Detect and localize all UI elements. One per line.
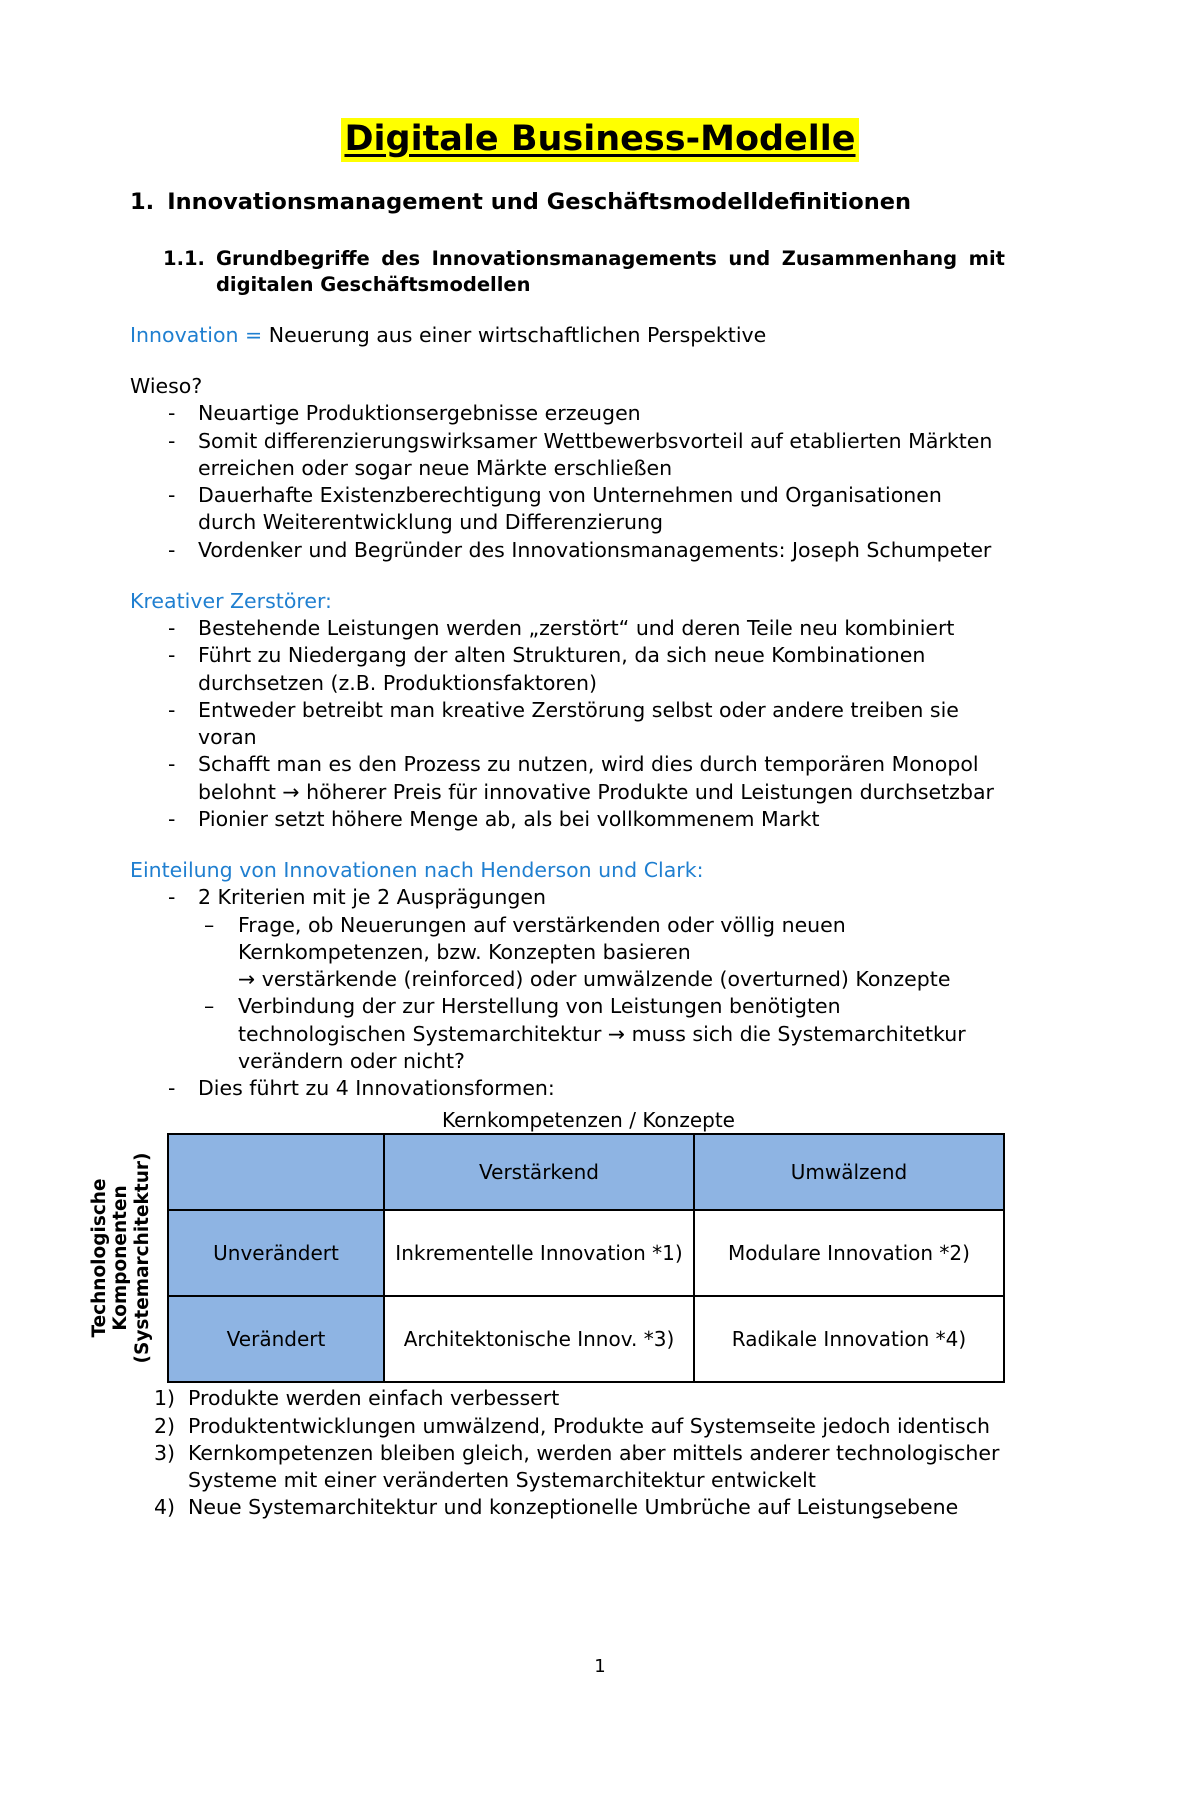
matrix-side-axis <box>75 1133 167 1383</box>
table-row <box>168 1210 1004 1296</box>
list-item: - Entweder betreibt man kreative Zerstörung selbst oder andere treiben sie voran <box>130 697 1005 752</box>
footnote-text: Produktentwicklungen umwälzend, Produkte auf Systemseite jedoch identisch <box>188 1413 990 1438</box>
definition-text: Neuerung aus einer wirtschaftlichen Perspektive <box>262 322 767 347</box>
einteilung-sublist <box>130 912 1005 1076</box>
footnote-number: 3) <box>154 1440 176 1465</box>
matrix-side-axis-label <box>89 1153 153 1364</box>
footnote-item <box>130 1413 1005 1440</box>
footnote-number: 2) <box>154 1413 176 1438</box>
page-title-container <box>0 118 1200 162</box>
list-item: – Verbindung der zur Herstellung von Leistungen benötigten technologischen Systemarchitektur → muss sich die Systemarchitetkur verändern oder nicht? <box>130 993 1005 1075</box>
kreativer-zerstoerer-list <box>130 615 1005 833</box>
document-page <box>0 118 1200 1816</box>
heading-2-number: 1.1. <box>163 246 205 270</box>
page-number: 1 <box>594 1656 606 1677</box>
matrix-side-axis-line-1: Technologische <box>88 1178 110 1338</box>
matrix-side-axis-line-3: (Systemarchitektur) <box>131 1152 153 1364</box>
innovation-matrix-table <box>167 1133 1005 1383</box>
heading-2-text: Grundbegriffe des Innovationsmanagements und Zusammenhang mit digitalen Geschäftsmodellen <box>215 246 1005 296</box>
heading-level-1 <box>0 188 1200 217</box>
row-header-unveraendert: Unverändert <box>168 1210 384 1296</box>
footnote-list-container <box>0 1385 1200 1521</box>
matrix-wrapper <box>75 1133 1005 1383</box>
cell-inkrementelle-innovation: Inkrementelle Innovation *1) <box>384 1210 694 1296</box>
wieso-list <box>130 400 1005 564</box>
cell-radikale-innovation: Radikale Innovation *4) <box>694 1296 1004 1382</box>
list-item: - Dies führt zu 4 Innovationsformen: <box>130 1075 1005 1102</box>
document-body <box>0 322 1200 1103</box>
list-item: - 2 Kriterien mit je 2 Ausprägungen <box>130 884 1005 911</box>
innovation-matrix-area <box>0 1108 1200 1383</box>
footnote-text: Produkte werden einfach verbessert <box>188 1386 560 1411</box>
list-item: - Neuartige Produktionsergebnisse erzeugen <box>130 400 1005 427</box>
row-header-veraendert: Verändert <box>168 1296 384 1382</box>
footnote-number: 4) <box>154 1495 176 1520</box>
heading-level-2 <box>0 246 1200 298</box>
list-item: - Bestehende Leistungen werden „zerstört“ und deren Teile neu kombiniert <box>130 615 1005 642</box>
matrix-side-axis-line-2: Komponenten <box>110 1185 132 1332</box>
list-item: - Schafft man es den Prozess zu nutzen, wird dies durch temporären Monopol belohnt → höherer Preis für innovative Produkte und Leistungen durchsetzbar <box>130 751 1005 806</box>
list-item: – Frage, ob Neuerungen auf verstärkenden oder völlig neuen Kernkompetenzen, bzw. Konzepten basieren <box>130 912 1005 967</box>
footnote-list <box>130 1385 1005 1521</box>
list-item: - Dauerhafte Existenzberechtigung von Unternehmen und Organisationen durch Weiterentwicklung und Differenzierung <box>130 482 1005 537</box>
list-item: - Vordenker und Begründer des Innovationsmanagements: Joseph Schumpeter <box>130 537 1005 564</box>
list-item-arrow: → verstärkende (reinforced) oder umwälzende (overturned) Konzepte <box>238 967 951 992</box>
footnote-number: 1) <box>154 1386 176 1411</box>
list-item: - Pionier setzt höhere Menge ab, als bei vollkommenem Markt <box>130 806 1005 833</box>
list-item: - Somit differenzierungswirksamer Wettbewerbsvorteil auf etablierten Märkten erreichen oder sogar neue Märkte erschließen <box>130 428 1005 483</box>
definition-term: Innovation = <box>130 322 263 347</box>
column-header-verstaerkend: Verstärkend <box>384 1134 694 1210</box>
table-row-header <box>168 1134 1004 1210</box>
cell-modulare-innovation: Modulare Innovation *2) <box>694 1210 1004 1296</box>
page-title: Digitale Business-Modelle <box>341 118 858 162</box>
definition-line <box>130 322 1005 349</box>
footnote-text: Kernkompetenzen bleiben gleich, werden aber mittels anderer technologischer Systeme mit einer veränderten Systemarchitektur entwickelt <box>188 1440 1000 1493</box>
einteilung-list-2 <box>130 1075 1005 1102</box>
column-header-umwaelzend: Umwälzend <box>694 1134 1004 1210</box>
einteilung-label: Einteilung von Innovationen nach Henderson und Clark: <box>130 858 704 883</box>
footnote-item <box>130 1440 1005 1495</box>
table-row <box>168 1296 1004 1382</box>
footnote-text: Neue Systemarchitektur und konzeptionelle Umbrüche auf Leistungsebene <box>188 1495 959 1520</box>
heading-1-number: 1. <box>130 189 155 216</box>
heading-1-text: Innovationsmanagement und Geschäftsmodelldefinitionen <box>167 189 912 216</box>
footnote-item <box>130 1385 1005 1412</box>
list-item: - Führt zu Niedergang der alten Strukturen, da sich neue Kombinationen durchsetzen (z.B. Produktionsfaktoren) <box>130 642 1005 697</box>
matrix-top-axis-label: Kernkompetenzen / Konzepte <box>442 1108 735 1133</box>
kreativer-zerstoerer-label: Kreativer Zerstörer: <box>130 588 332 613</box>
table-corner-cell <box>168 1134 384 1210</box>
footnote-item <box>130 1494 1005 1521</box>
cell-architektonische-innovation: Architektonische Innov. *3) <box>384 1296 694 1382</box>
einteilung-list <box>130 884 1005 911</box>
wieso-label: Wieso? <box>130 374 203 399</box>
